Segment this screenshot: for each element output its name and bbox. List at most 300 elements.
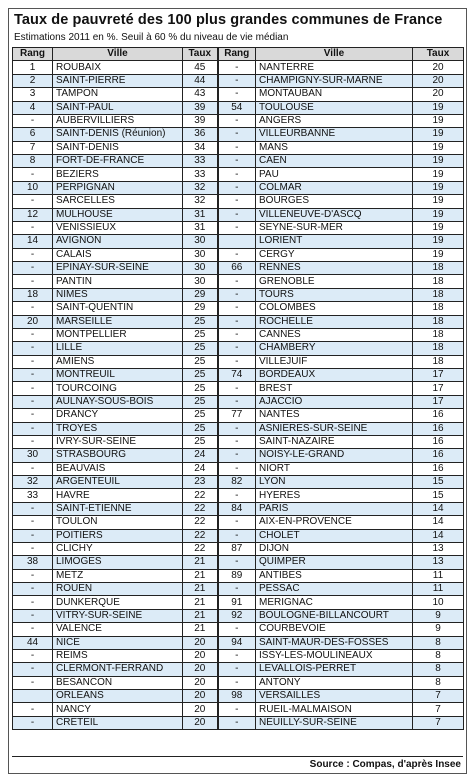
rank-cell: - [218, 61, 256, 74]
rate-cell: 11 [413, 583, 464, 596]
city-cell: MARSEILLE [53, 315, 183, 328]
rank-cell: 7 [13, 141, 53, 154]
rate-cell: 14 [413, 502, 464, 515]
city-cell: CLERMONT-FERRAND [53, 663, 183, 676]
rate-cell: 32 [183, 181, 218, 194]
rate-cell: 19 [413, 208, 464, 221]
city-cell: COLMAR [256, 181, 413, 194]
table-row [13, 395, 464, 408]
rate-cell: 23 [183, 476, 218, 489]
rate-cell: 31 [183, 221, 218, 234]
header-rate: Taux [413, 48, 464, 61]
city-cell: CLICHY [53, 542, 183, 555]
rate-cell: 18 [413, 342, 464, 355]
rank-cell: - [218, 529, 256, 542]
city-cell: NICE [53, 636, 183, 649]
table-row [13, 449, 464, 462]
rank-cell: - [13, 248, 53, 261]
rank-cell: - [218, 128, 256, 141]
city-cell: NIORT [256, 462, 413, 475]
rate-cell: 7 [413, 703, 464, 716]
rate-cell: 39 [183, 114, 218, 127]
rank-cell: 84 [218, 502, 256, 515]
city-cell: PESSAC [256, 583, 413, 596]
rank-cell: 14 [13, 235, 53, 248]
header-rate: Taux [183, 48, 218, 61]
poverty-rate-table [12, 47, 464, 730]
city-cell: NEUILLY-SUR-SEINE [256, 716, 413, 729]
rate-cell: 18 [413, 302, 464, 315]
rate-cell: 25 [183, 342, 218, 355]
city-cell: ORLEANS [53, 690, 183, 703]
rank-cell: - [13, 382, 53, 395]
rank-cell: 12 [13, 208, 53, 221]
rank-cell: - [13, 422, 53, 435]
table-row [13, 583, 464, 596]
city-cell: BEZIERS [53, 168, 183, 181]
city-cell: BREST [256, 382, 413, 395]
rate-cell: 20 [183, 703, 218, 716]
rate-cell: 18 [413, 262, 464, 275]
city-cell: AULNAY-SOUS-BOIS [53, 395, 183, 408]
rate-cell: 30 [183, 275, 218, 288]
rank-cell: - [218, 355, 256, 368]
table-row [13, 275, 464, 288]
city-cell: ROUEN [53, 583, 183, 596]
rate-cell: 17 [413, 395, 464, 408]
table-row [13, 516, 464, 529]
table-row [13, 328, 464, 341]
table-row [13, 703, 464, 716]
rank-cell: - [13, 623, 53, 636]
rank-cell: 4 [13, 101, 53, 114]
rank-cell: 98 [218, 690, 256, 703]
rate-cell: 20 [413, 88, 464, 101]
document-subtitle: Estimations 2011 en %. Seuil à 60 % du niveau de vie médian [14, 32, 289, 43]
city-cell: EPINAY-SUR-SEINE [53, 262, 183, 275]
rate-cell: 8 [413, 676, 464, 689]
header-rank: Rang [218, 48, 256, 61]
city-cell: QUIMPER [256, 556, 413, 569]
rate-cell: 21 [183, 556, 218, 569]
header-city: Ville [256, 48, 413, 61]
city-cell: TOURCOING [53, 382, 183, 395]
rate-cell: 19 [413, 128, 464, 141]
rank-cell: - [218, 328, 256, 341]
table-row [13, 195, 464, 208]
rate-cell: 19 [413, 114, 464, 127]
rate-cell: 30 [183, 248, 218, 261]
rank-cell: - [218, 114, 256, 127]
rank-cell: - [218, 583, 256, 596]
table-row [13, 623, 464, 636]
city-cell: CHAMBERY [256, 342, 413, 355]
rate-cell: 22 [183, 516, 218, 529]
table-row [13, 409, 464, 422]
rate-cell: 19 [413, 181, 464, 194]
rank-cell: - [13, 114, 53, 127]
rate-cell: 24 [183, 462, 218, 475]
rate-cell: 20 [183, 676, 218, 689]
table-row [13, 596, 464, 609]
table-row [13, 355, 464, 368]
city-cell: DIJON [256, 542, 413, 555]
source-divider [12, 756, 463, 757]
table-row [13, 88, 464, 101]
rank-cell: - [218, 435, 256, 448]
rate-cell: 25 [183, 328, 218, 341]
city-cell: NOISY-LE-GRAND [256, 449, 413, 462]
rate-cell: 21 [183, 623, 218, 636]
rate-cell: 25 [183, 422, 218, 435]
rank-cell: - [13, 342, 53, 355]
rank-cell: - [13, 716, 53, 729]
city-cell: BEAUVAIS [53, 462, 183, 475]
rank-cell: - [13, 502, 53, 515]
city-cell: CHAMPIGNY-SUR-MARNE [256, 74, 413, 87]
rank-cell: - [13, 462, 53, 475]
rank-cell: - [13, 275, 53, 288]
rate-cell: 18 [413, 315, 464, 328]
table-row [13, 208, 464, 221]
rate-cell: 17 [413, 369, 464, 382]
city-cell: METZ [53, 569, 183, 582]
rank-cell [218, 235, 256, 248]
city-cell: CALAIS [53, 248, 183, 261]
table-row [13, 114, 464, 127]
city-cell: HAVRE [53, 489, 183, 502]
header-rank: Rang [13, 48, 53, 61]
rank-cell: - [13, 529, 53, 542]
city-cell: BOULOGNE-BILLANCOURT [256, 609, 413, 622]
city-cell: DUNKERQUE [53, 596, 183, 609]
city-cell: RUEIL-MALMAISON [256, 703, 413, 716]
city-cell: MERIGNAC [256, 596, 413, 609]
rank-cell: - [218, 462, 256, 475]
rate-cell: 25 [183, 435, 218, 448]
table-row [13, 690, 464, 703]
city-cell: ANTIBES [256, 569, 413, 582]
city-cell: CANNES [256, 328, 413, 341]
city-cell: TOULON [53, 516, 183, 529]
city-cell: LILLE [53, 342, 183, 355]
rate-cell: 8 [413, 649, 464, 662]
rank-cell: - [13, 262, 53, 275]
table-row [13, 382, 464, 395]
rank-cell: 20 [13, 315, 53, 328]
rate-cell: 10 [413, 596, 464, 609]
city-cell: SARCELLES [53, 195, 183, 208]
rank-cell: - [13, 569, 53, 582]
rank-cell: - [13, 409, 53, 422]
table-row [13, 369, 464, 382]
table-row [13, 422, 464, 435]
table-row [13, 141, 464, 154]
rate-cell: 30 [183, 235, 218, 248]
city-cell: MONTPELLIER [53, 328, 183, 341]
source-note: Source : Compas, d'après Insee [309, 759, 461, 770]
city-cell: LYON [256, 476, 413, 489]
city-cell: COURBEVOIE [256, 623, 413, 636]
rate-cell: 36 [183, 128, 218, 141]
city-cell: ROUBAIX [53, 61, 183, 74]
rate-cell: 19 [413, 168, 464, 181]
rate-cell: 21 [183, 569, 218, 582]
rank-cell: - [218, 208, 256, 221]
rank-cell: - [13, 596, 53, 609]
city-cell: VERSAILLES [256, 690, 413, 703]
city-cell: VILLENEUVE-D'ASCQ [256, 208, 413, 221]
rank-cell: 82 [218, 476, 256, 489]
table-row [13, 74, 464, 87]
rank-cell: - [218, 556, 256, 569]
rank-cell: - [13, 195, 53, 208]
rate-cell: 13 [413, 542, 464, 555]
rank-cell: 10 [13, 181, 53, 194]
rate-cell: 19 [413, 101, 464, 114]
table-row [13, 181, 464, 194]
city-cell: VILLEJUIF [256, 355, 413, 368]
table-row [13, 262, 464, 275]
rank-cell: - [218, 342, 256, 355]
rank-cell: - [218, 516, 256, 529]
rank-cell: 94 [218, 636, 256, 649]
rate-cell: 25 [183, 409, 218, 422]
rank-cell: - [218, 141, 256, 154]
city-cell: VALENCE [53, 623, 183, 636]
city-cell: ANGERS [256, 114, 413, 127]
city-cell: NANTERRE [256, 61, 413, 74]
rank-cell: - [13, 435, 53, 448]
rate-cell: 18 [413, 275, 464, 288]
rate-cell: 30 [183, 262, 218, 275]
rate-cell: 45 [183, 61, 218, 74]
rank-cell: 2 [13, 74, 53, 87]
city-cell: SAINT-DENIS [53, 141, 183, 154]
rate-cell: 19 [413, 195, 464, 208]
rank-cell: - [218, 248, 256, 261]
rate-cell: 22 [183, 529, 218, 542]
city-cell: SAINT-NAZAIRE [256, 435, 413, 448]
city-cell: VENISSIEUX [53, 221, 183, 234]
rate-cell: 34 [183, 141, 218, 154]
rate-cell: 9 [413, 623, 464, 636]
rank-cell: - [218, 489, 256, 502]
rate-cell: 21 [183, 583, 218, 596]
rate-cell: 33 [183, 155, 218, 168]
rate-cell: 9 [413, 609, 464, 622]
city-cell: STRASBOURG [53, 449, 183, 462]
city-cell: IVRY-SUR-SEINE [53, 435, 183, 448]
rate-cell: 21 [183, 609, 218, 622]
rate-cell: 32 [183, 195, 218, 208]
rate-cell: 7 [413, 716, 464, 729]
rate-cell: 19 [413, 221, 464, 234]
rank-cell: - [218, 195, 256, 208]
rank-cell: - [218, 275, 256, 288]
table-row [13, 676, 464, 689]
rate-cell: 21 [183, 596, 218, 609]
city-cell: DRANCY [53, 409, 183, 422]
city-cell: TOULOUSE [256, 101, 413, 114]
city-cell: SAINT-ETIENNE [53, 502, 183, 515]
table-row [13, 302, 464, 315]
city-cell: GRENOBLE [256, 275, 413, 288]
rate-cell: 13 [413, 556, 464, 569]
table-row [13, 716, 464, 729]
rank-cell: - [13, 649, 53, 662]
rank-cell: 44 [13, 636, 53, 649]
city-cell: AVIGNON [53, 235, 183, 248]
city-cell: LIMOGES [53, 556, 183, 569]
rank-cell: - [13, 663, 53, 676]
table-row [13, 155, 464, 168]
city-cell: NANTES [256, 409, 413, 422]
city-cell: VILLEURBANNE [256, 128, 413, 141]
rank-cell: - [218, 155, 256, 168]
city-cell: TAMPON [53, 88, 183, 101]
rank-cell: 30 [13, 449, 53, 462]
city-cell: ASNIERES-SUR-SEINE [256, 422, 413, 435]
city-cell: AMIENS [53, 355, 183, 368]
table-row [13, 529, 464, 542]
rate-cell: 16 [413, 435, 464, 448]
rank-cell: 92 [218, 609, 256, 622]
rate-cell: 20 [413, 74, 464, 87]
table-row [13, 462, 464, 475]
rank-cell: - [218, 382, 256, 395]
rank-cell: - [13, 542, 53, 555]
city-cell: SAINT-QUENTIN [53, 302, 183, 315]
city-cell: MULHOUSE [53, 208, 183, 221]
city-cell: VITRY-SUR-SEINE [53, 609, 183, 622]
rank-cell: 66 [218, 262, 256, 275]
rate-cell: 20 [183, 663, 218, 676]
rank-cell: - [13, 221, 53, 234]
rate-cell: 20 [183, 716, 218, 729]
rate-cell: 16 [413, 422, 464, 435]
table-row [13, 315, 464, 328]
rate-cell: 16 [413, 462, 464, 475]
rate-cell: 25 [183, 355, 218, 368]
rank-cell: 8 [13, 155, 53, 168]
table-row [13, 542, 464, 555]
rate-cell: 14 [413, 529, 464, 542]
rate-cell: 29 [183, 302, 218, 315]
rank-cell: - [218, 288, 256, 301]
rank-cell: - [218, 302, 256, 315]
city-cell: BESANCON [53, 676, 183, 689]
city-cell: RENNES [256, 262, 413, 275]
city-cell: PARIS [256, 502, 413, 515]
table-row [13, 168, 464, 181]
rate-cell: 8 [413, 636, 464, 649]
rate-cell: 18 [413, 328, 464, 341]
city-cell: AJACCIO [256, 395, 413, 408]
rank-cell: 77 [218, 409, 256, 422]
city-cell: NANCY [53, 703, 183, 716]
rank-cell: - [218, 315, 256, 328]
table-row [13, 649, 464, 662]
rank-cell: - [13, 516, 53, 529]
table-body [13, 61, 464, 730]
city-cell: ROCHELLE [256, 315, 413, 328]
rank-cell: - [13, 302, 53, 315]
city-cell: TROYES [53, 422, 183, 435]
rank-cell: - [218, 221, 256, 234]
rate-cell: 25 [183, 395, 218, 408]
rank-cell: - [218, 181, 256, 194]
rate-cell: 16 [413, 409, 464, 422]
city-cell: MANS [256, 141, 413, 154]
table-row [13, 435, 464, 448]
rank-cell: - [13, 369, 53, 382]
rank-cell: - [13, 609, 53, 622]
table-row [13, 61, 464, 74]
rate-cell: 7 [413, 690, 464, 703]
city-cell: MONTREUIL [53, 369, 183, 382]
rank-cell: - [218, 168, 256, 181]
rank-cell: - [218, 449, 256, 462]
rate-cell: 14 [413, 516, 464, 529]
rate-cell: 15 [413, 476, 464, 489]
rank-cell: 91 [218, 596, 256, 609]
rate-cell: 20 [183, 690, 218, 703]
rank-cell: 1 [13, 61, 53, 74]
rank-cell: - [218, 74, 256, 87]
rank-cell: 33 [13, 489, 53, 502]
rank-cell: - [13, 583, 53, 596]
city-cell: CAEN [256, 155, 413, 168]
rank-cell: - [218, 703, 256, 716]
rate-cell: 43 [183, 88, 218, 101]
city-cell: ANTONY [256, 676, 413, 689]
table-row [13, 221, 464, 234]
rank-cell: - [218, 663, 256, 676]
rate-cell: 31 [183, 208, 218, 221]
rank-cell: 74 [218, 369, 256, 382]
rank-cell: - [218, 88, 256, 101]
city-cell: PAU [256, 168, 413, 181]
rank-cell: - [218, 649, 256, 662]
rank-cell: - [13, 703, 53, 716]
rank-cell: 87 [218, 542, 256, 555]
rate-cell: 29 [183, 288, 218, 301]
rate-cell: 24 [183, 449, 218, 462]
rank-cell [13, 690, 53, 703]
rate-cell: 20 [413, 61, 464, 74]
rate-cell: 22 [183, 489, 218, 502]
table-header-row [13, 48, 464, 61]
table-row [13, 636, 464, 649]
rank-cell: 3 [13, 88, 53, 101]
table-row [13, 556, 464, 569]
city-cell: BOURGES [256, 195, 413, 208]
rate-cell: 25 [183, 315, 218, 328]
city-cell: NIMES [53, 288, 183, 301]
rate-cell: 44 [183, 74, 218, 87]
rate-cell: 19 [413, 248, 464, 261]
rank-cell: 6 [13, 128, 53, 141]
city-cell: PERPIGNAN [53, 181, 183, 194]
city-cell: ISSY-LES-MOULINEAUX [256, 649, 413, 662]
rank-cell: 54 [218, 101, 256, 114]
city-cell: SAINT-DENIS (Réunion) [53, 128, 183, 141]
rate-cell: 18 [413, 355, 464, 368]
city-cell: FORT-DE-FRANCE [53, 155, 183, 168]
city-cell: CERGY [256, 248, 413, 261]
rank-cell: - [13, 328, 53, 341]
